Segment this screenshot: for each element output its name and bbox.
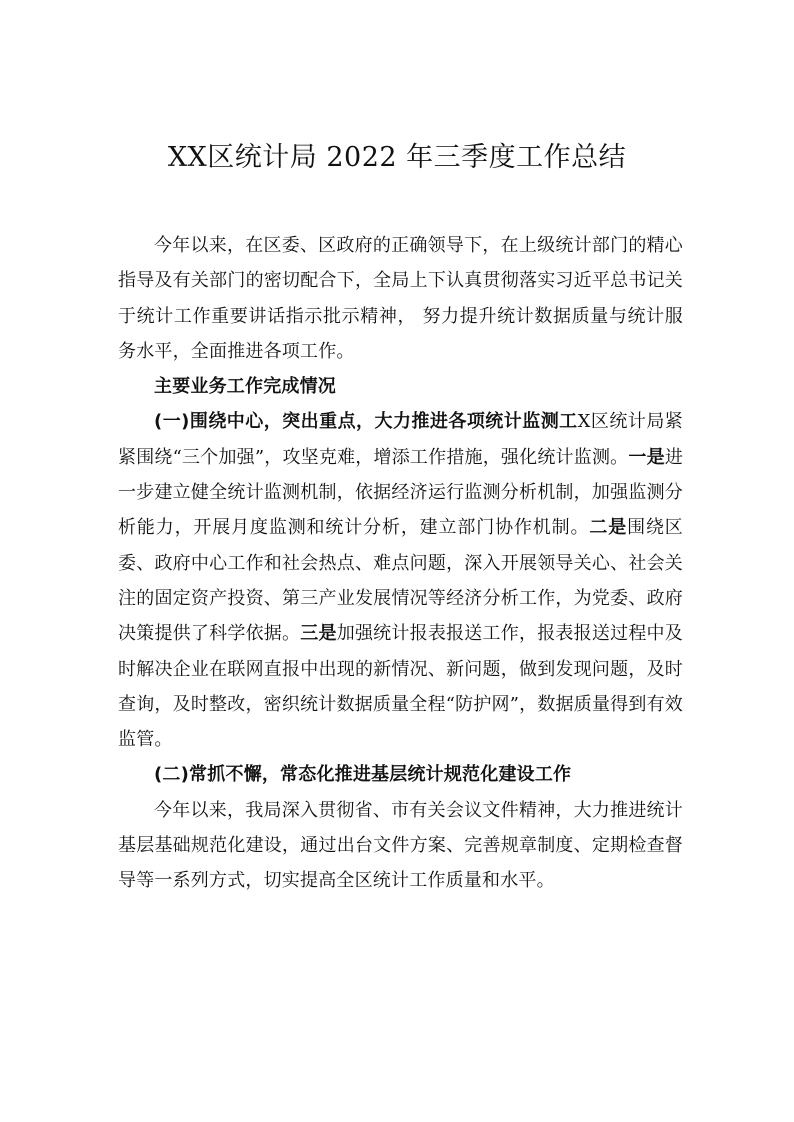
section-1-paragraph: [118, 404, 683, 757]
document-title: XX区统计局 2022 年三季度工作总结: [167, 142, 627, 173]
intro-paragraph: 今年以来，在区委、区政府的正确领导下，在上级统计部门的精心指导及有关部门的密切配合下，全局上下认真贯彻落实习近平总书记关于统计工作重要讲话指示批示精神， 努力提升统计数据质量与统计服务水平，全面推进各项工作。: [118, 235, 683, 362]
point-1-label: 一是: [628, 446, 665, 468]
point-3-text: 加强统计报表报送工作，报表报送过程中及时解决企业在联网直报中出现的新情况、新问题，做到发现问题，及时查询，及时整改，密织统计数据质量全程“防护网”，数据质量得到有效监管。: [118, 623, 683, 751]
point-2-label: 二是: [589, 517, 628, 539]
point-2-text: 围绕区委、政府中心工作和社会热点、难点问题，深入开展领导关心、社会关注的固定资产投资、第三产业发展情况等经济分析工作，为党委、政府决策提供了科学依据。: [118, 517, 684, 645]
section-2-heading: (二)常抓不懈，常态化推进基层统计规范化建设工作: [154, 764, 572, 786]
section-1-heading: (一)围绕中心，突出重点，大力推进各项统计监测工: [154, 411, 578, 433]
section-heading: 主要业务工作完成情况: [154, 376, 336, 398]
point-3-label: 三是: [300, 623, 337, 645]
section-1-lead: X区统计局紧紧围绕“三个加强”，攻坚克难，增添工作措施，强化统计监测。: [118, 411, 683, 468]
section-2-paragraph: 今年以来，我局深入贯彻省、市有关会议文件精神，大力推进统计基层基础规范化建设，通过出台文件方案、完善规章制度、定期检查督导等一系列方式，切实提高全区统计工作质量和水平。: [118, 799, 683, 892]
point-1-text: 进一步建立健全统计监测机制，依据经济运行监测分析机制，加强监测分析能力，开展月度监测和统计分析，建立部门协作机制。: [118, 446, 684, 539]
document-body: [118, 228, 683, 899]
